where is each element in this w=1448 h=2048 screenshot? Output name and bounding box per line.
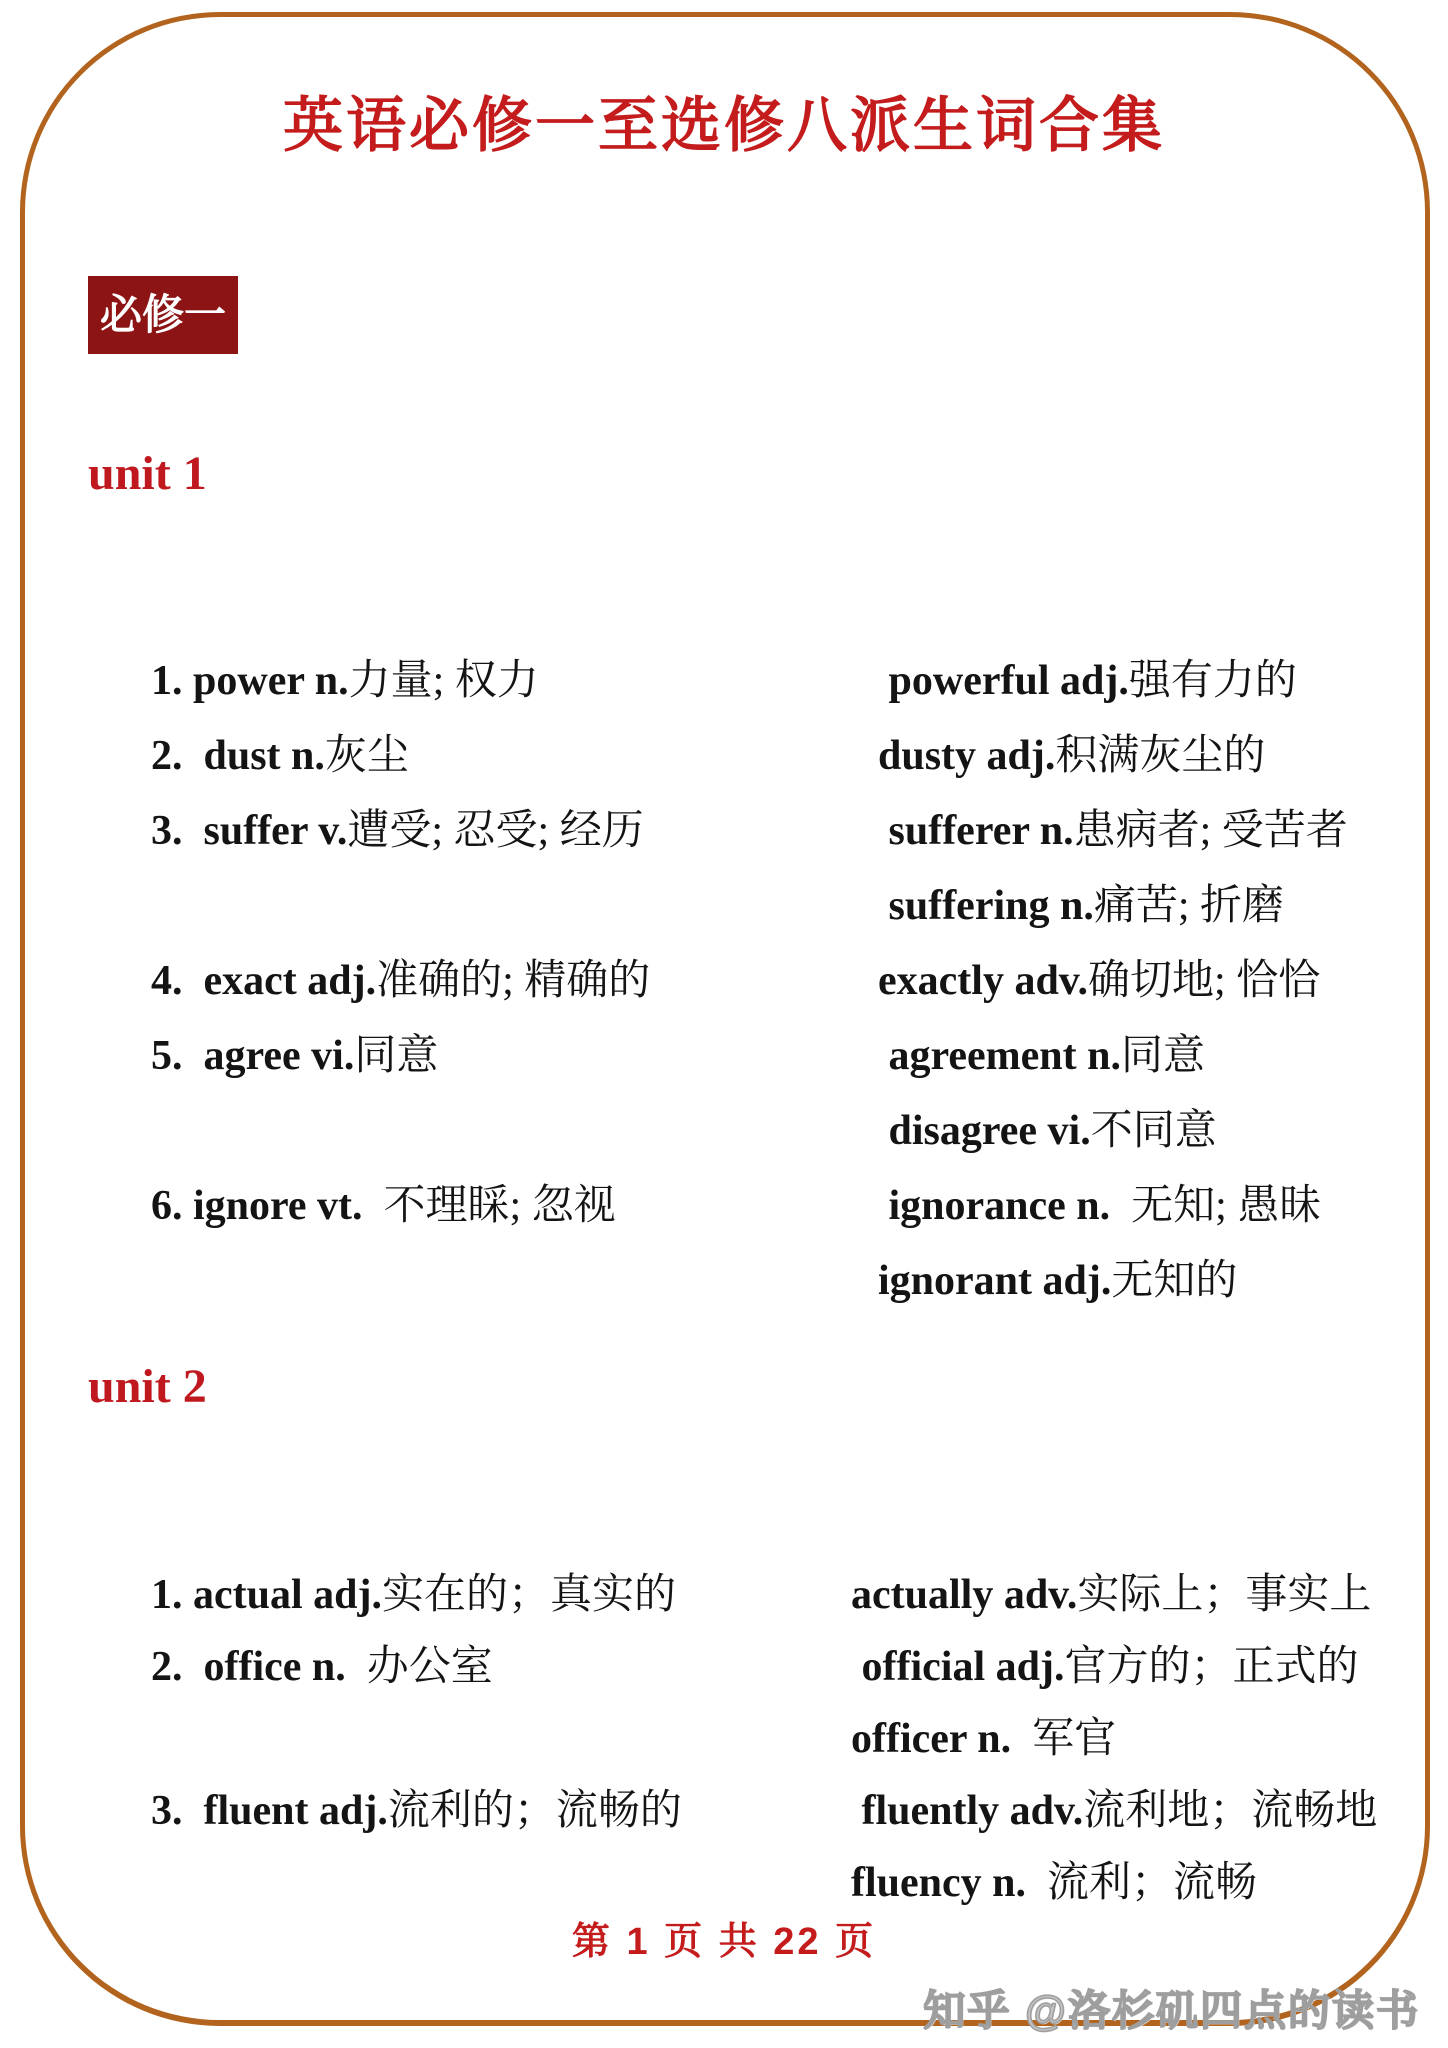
vocab-row [88,1808,1408,1906]
unit-heading: unit 2 [88,1360,207,1413]
base-word: 4. exact adj. [151,958,377,1004]
base-word: 1. actual adj. [151,1572,382,1618]
base-word: 3. suffer v. [151,808,348,854]
derived-word: actually adv. [851,1572,1078,1618]
base-word: 5. agree vi. [151,1033,355,1079]
vocab-rows [88,606,1408,1304]
derived-word-definition: 军官 [1011,1716,1117,1762]
derived-word-definition: 官方的；正式的 [1064,1644,1359,1690]
base-word: 3. fluent adj. [151,1788,388,1834]
base-word-definition: 办公室 [345,1644,493,1690]
derived-word: suffering n. [878,883,1094,929]
derived-word-definition: 实际上；事实上 [1077,1572,1372,1618]
derived-word-definition: 患病者; 受苦者 [1073,808,1348,854]
base-word-definition: 流利的；流畅的 [387,1788,682,1834]
unit-heading: unit 1 [88,447,207,500]
derived-word-definition: 无知; 愚昧 [1110,1183,1322,1229]
base-word: 2. dust n. [151,733,325,779]
base-word: 2. office n. [151,1644,346,1690]
vocab-rows [88,1520,1408,1906]
derived-word-definition: 强有力的 [1128,658,1297,704]
vocab-row [88,681,1408,779]
page-title: 英语必修一至选修八派生词合集 [283,92,1165,159]
vocab-row [88,1206,1408,1304]
derived-word: ignorant adj. [878,1258,1112,1304]
derived-word-definition: 不同意 [1090,1108,1217,1154]
vocab-row [88,981,1408,1079]
base-word-definition: 准确的; 精确的 [376,958,651,1004]
vocab-row [88,906,1408,1004]
derived-word-definition: 确切地; 恰恰 [1087,958,1321,1004]
unit-section [88,1360,1408,1906]
vocab-row [88,756,1408,854]
base-word-definition: 实在的；真实的 [382,1572,677,1618]
base-word: 1. power n. [151,658,349,704]
page-number: 第 1 页 共 22 页 [571,1921,877,1963]
derived-word: agreement n. [878,1033,1121,1079]
base-word-definition: 灰尘 [324,733,409,779]
derived-word-definition: 同意 [1121,1033,1206,1079]
base-word: 6. ignore vt. [151,1183,363,1229]
derived-word: officer n. [851,1716,1012,1762]
derived-word: powerful adj. [878,658,1129,704]
vocab-row [88,1056,1408,1154]
vocab-row [88,606,1408,704]
derived-word-definition: 流利；流畅 [1026,1860,1258,1906]
vocab-row [88,1592,1408,1690]
module-badge: 必修一 [88,276,238,354]
derived-word: disagree vi. [878,1108,1091,1154]
derived-word-definition: 流利地；流畅地 [1083,1788,1378,1834]
derived-word: official adj. [851,1644,1065,1690]
base-word-definition: 不理睬; 忽视 [362,1183,616,1229]
unit-section [88,447,1408,1304]
vocab-row [88,831,1408,929]
vocab-row [88,1736,1408,1834]
base-word-definition: 遭受; 忍受; 经历 [347,808,644,854]
watermark: 知乎 @洛杉矶四点的读书 [923,1987,1420,2034]
derived-word: dusty adj. [878,733,1056,779]
base-word-cell [88,1206,815,1356]
base-word-definition: 力量; 权力 [348,658,539,704]
vocab-row [88,1131,1408,1229]
derived-word-definition: 积满灰尘的 [1055,733,1266,779]
derived-word-definition: 无知的 [1111,1258,1238,1304]
vocab-row [88,1664,1408,1762]
derived-word: fluency n. [851,1860,1027,1906]
base-word-definition: 同意 [354,1033,439,1079]
derived-word-cell [815,1206,1408,1356]
vocabulary-content [88,447,1408,1906]
derived-word: fluently adv. [851,1788,1084,1834]
derived-word: ignorance n. [878,1183,1111,1229]
derived-word: exactly adv. [878,958,1088,1004]
derived-word: sufferer n. [878,808,1074,854]
vocab-row [88,1520,1408,1618]
derived-word-definition: 痛苦; 折磨 [1093,883,1285,929]
